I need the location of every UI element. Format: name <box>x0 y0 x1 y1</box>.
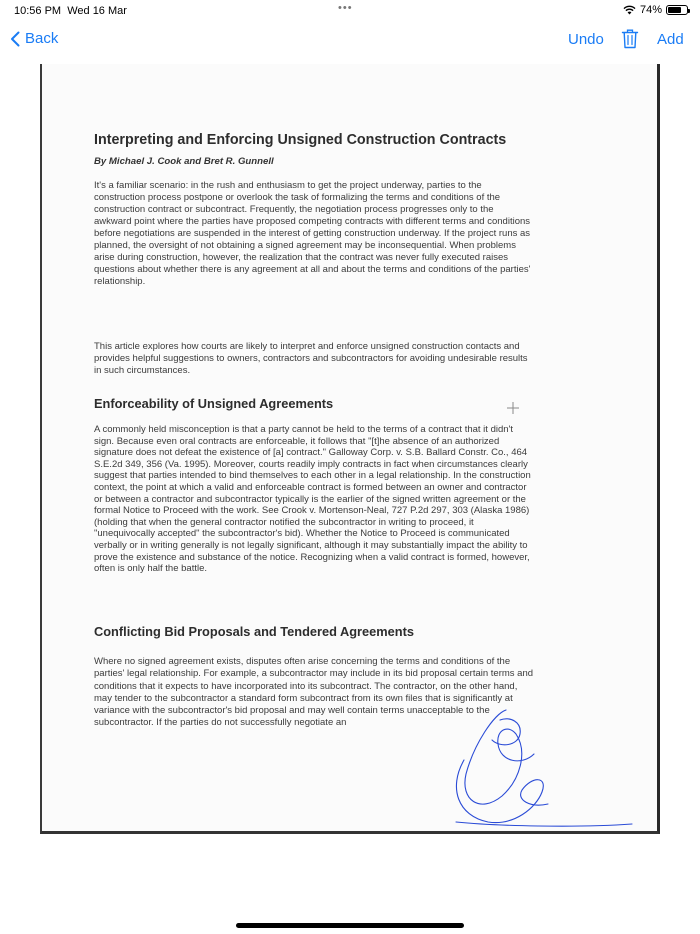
home-indicator[interactable] <box>236 923 464 928</box>
crosshair-icon <box>506 401 520 415</box>
trash-icon <box>621 28 639 49</box>
document-title: Interpreting and Enforcing Unsigned Construction Contracts <box>94 132 507 148</box>
second-paragraph: This article explores how courts are likely to interpret and enforce unsigned construction contacts and provides helpful suggestions to owners, contractors and subcontractors for avoiding undesirable results in such circumstances. <box>94 341 528 376</box>
intro-paragraph: It's a familiar scenario: in the rush and enthusiasm to get the project underway, parties to the construction process postpone or overlook the task of formalizing the terms and conditions of the construction contract or subcontract. Frequently, the negotiation process progresses only to the awkward point where the parties have proposed competing contracts with different terms and conditions before negotiations are suspended in the interest of getting construction underway. If the project runs as planned, the oversight of not obtaining a signed agreement may be inconsequential. When problems arise during construction, however, the realization that the contract was never fully executed raises questions about whether there is any agreement at all and about the terms and conditions of the parties' relationship. <box>94 180 531 287</box>
multitasking-dots[interactable]: ••• <box>338 2 353 14</box>
status-date: Wed 16 Mar <box>67 5 127 17</box>
status-right <box>623 4 688 16</box>
section-paragraph-conflicting-bids: Where no signed agreement exists, disputes often arise concerning the terms and conditions of the parties' legal relationship. For example, a subcontractor may include in its bid proposal certain terms and conditions that it expects to have incorporated into its subcontract. The contractor, on the other hand, may tender to the subcontractor a standard form subcontract from its own files that is significantly at variance with the subcontractor's bid proposal and may well contain terms unacceptable to the subcontractor. If the parties do not successfully negotiate an <box>94 656 534 729</box>
section-paragraph-enforceability: A commonly held misconception is that a party cannot be held to the terms of a contract that it didn't sign. Because even oral contracts are enforceable, it follows that "[t]he absence of an authorized signature does not defeat the existence of [a] contract." Galloway Corp. v. S.B. Ballard Constr. Co., 464 S.E.2d 349, 356 (Va. 1995). Moreover, courts readily imply contracts in fact when circumstances clearly suggest that parties intended to bind themselves to each other in a legal relationship. In the construction context, the point at which a valid and enforceable contract is formed between an owner and contractor or between a contractor and subcontractor typically is the earlier of the signed written agreement or the formal Notice to Proceed with the work. See Crook v. Mortenson-Neal, 727 P.2d 297, 303 (Alaska 1986) (holding that when the general contractor notified the subcontractor in writing to proceed, it "unequivocally accepted" the subcontractor's bid). Whether the Notice to Proceed is communicated verbally or in writing generally is not legally significant, although it may substantially impact the ability to prove the existence and substance of the notice. Recognizing when a valid contract is formed, however, often is only half the battle. <box>94 424 531 575</box>
back-label: Back <box>25 30 59 47</box>
status-bar <box>0 0 700 22</box>
status-time: 10:56 PM Wed 16 Mar <box>14 5 127 17</box>
document-byline: By Michael J. Cook and Bret R. Gunnell <box>94 156 274 167</box>
chevron-left-icon <box>10 31 20 47</box>
back-button[interactable] <box>10 30 58 47</box>
signature-drawing[interactable] <box>436 704 636 834</box>
add-button[interactable]: Add <box>657 31 684 48</box>
section-heading-enforceability: Enforceability of Unsigned Agreements <box>94 396 334 411</box>
battery-percent: 74% <box>639 4 662 16</box>
navigation-bar <box>0 26 700 56</box>
wifi-icon <box>623 5 636 15</box>
undo-button[interactable]: Undo <box>568 31 604 48</box>
section-heading-conflicting-bids: Conflicting Bid Proposals and Tendered Agreements <box>94 624 414 639</box>
battery-fill <box>668 7 681 13</box>
trash-button[interactable] <box>621 28 639 53</box>
battery-icon <box>666 5 688 15</box>
